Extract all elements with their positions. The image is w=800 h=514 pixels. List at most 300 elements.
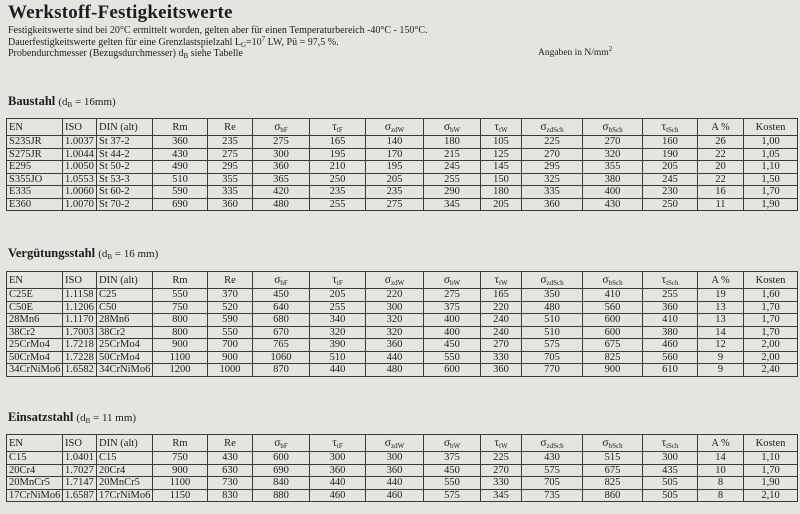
page-title: Werkstoff-Festigkeitswerte: [8, 2, 233, 23]
section-diameter: ($d_B = 16$ mm): [98, 248, 159, 261]
table-cell: 13: [698, 301, 744, 314]
table-cell: 16: [698, 186, 744, 199]
table-cell: 400: [424, 314, 481, 327]
greek-symbol: τ: [332, 273, 337, 286]
table-cell: 860: [583, 489, 643, 502]
greek-symbol: τ: [661, 120, 667, 133]
table-cell: 1,70: [744, 314, 798, 327]
column-header: $\sigma_{zdW}$: [366, 119, 424, 136]
table-cell: 520: [208, 301, 253, 314]
column-header: Kosten: [744, 119, 798, 136]
table-cell: 145: [481, 161, 522, 174]
table-cell: 230: [643, 186, 698, 199]
column-header: $\sigma_{bF}$: [253, 435, 310, 452]
column-header: EN: [7, 435, 63, 452]
column-header: $\sigma_{zdW}$: [366, 435, 424, 452]
column-header: $\tau_{tF}$: [310, 272, 366, 289]
table-cell: 275: [424, 289, 481, 302]
table-cell: St 60-2: [97, 186, 153, 199]
column-header: $\tau_{tW}$: [481, 272, 522, 289]
table-cell: 510: [153, 173, 208, 186]
table-cell: 360: [253, 161, 310, 174]
greek-symbol: σ: [384, 273, 391, 286]
table-cell: 1200: [153, 364, 208, 377]
table-cell: 360: [481, 364, 522, 377]
table-cell: 800: [153, 314, 208, 327]
table-cell: 1,70: [744, 326, 798, 339]
table-row: [7, 364, 798, 377]
table-cell: 1,70: [744, 186, 798, 199]
table-cell: 165: [481, 289, 522, 302]
table-cell: 375: [424, 452, 481, 465]
column-header: $\sigma_{bW}$: [424, 119, 481, 136]
table-cell: 630: [208, 464, 253, 477]
intro-line-3: Probendurchmesser (Bezugsdurchmesser) $d_B$ siehe Tabelle: [8, 48, 243, 60]
table-cell: 360: [310, 464, 366, 477]
table-cell: St 37-2: [97, 136, 153, 149]
column-header: $\sigma_{bSch}$: [583, 119, 643, 136]
table-cell: E335: [7, 186, 63, 199]
table-cell: 550: [153, 289, 208, 302]
table-cell: 560: [583, 301, 643, 314]
table-cell: 28Mn6: [7, 314, 63, 327]
table-row: [7, 339, 798, 352]
table-cell: 765: [253, 339, 310, 352]
table-cell: 9: [698, 351, 744, 364]
table-cell: 335: [522, 186, 583, 199]
table-cell: 9: [698, 364, 744, 377]
table-cell: 355: [583, 161, 643, 174]
table-cell: 320: [366, 314, 424, 327]
greek-symbol: σ: [602, 273, 609, 286]
table-cell: 550: [424, 477, 481, 490]
greek-symbol: σ: [602, 120, 609, 133]
table-cell: 26: [698, 136, 744, 149]
table-cell: 1.6582: [63, 364, 97, 377]
table-cell: 590: [208, 314, 253, 327]
table-cell: 430: [583, 198, 643, 211]
table-cell: 20Cr4: [7, 464, 63, 477]
table-row: [7, 161, 798, 174]
column-header: $\tau_{tSch}$: [643, 119, 698, 136]
table-cell: 900: [583, 364, 643, 377]
table-cell: 440: [366, 477, 424, 490]
greek-symbol: σ: [443, 120, 451, 133]
table-cell: 360: [643, 301, 698, 314]
table-cell: 13: [698, 314, 744, 327]
table-cell: 450: [424, 339, 481, 352]
table-cell: 440: [366, 351, 424, 364]
table-cell: 38Cr2: [97, 326, 153, 339]
greek-symbol: τ: [332, 120, 337, 133]
table-cell: 675: [583, 464, 643, 477]
table-cell: 360: [522, 198, 583, 211]
table-cell: 575: [522, 464, 583, 477]
material-table: [6, 118, 798, 211]
table-cell: 420: [253, 186, 310, 199]
table-cell: 245: [424, 161, 481, 174]
table-cell: 750: [153, 452, 208, 465]
table-cell: 900: [208, 351, 253, 364]
table-cell: 180: [481, 186, 522, 199]
table-cell: 275: [208, 148, 253, 161]
table-cell: S235JR: [7, 136, 63, 149]
table-cell: 1150: [153, 489, 208, 502]
table-cell: 19: [698, 289, 744, 302]
table-cell: 245: [643, 173, 698, 186]
table-cell: 515: [583, 452, 643, 465]
table-cell: C25: [97, 289, 153, 302]
table-cell: 205: [481, 198, 522, 211]
table-cell: 670: [253, 326, 310, 339]
table-cell: 320: [583, 148, 643, 161]
intro-line-1: Festigkeitswerte sind bei 20°C ermittelt worden, gelten aber für einen Temperaturbereich -40°C - 150°C.: [8, 25, 428, 36]
section-diameter: ($d_B = 11$ mm): [76, 412, 137, 425]
table-cell: 215: [424, 148, 481, 161]
column-header: $\sigma_{zdSch}$: [522, 119, 583, 136]
table-cell: 235: [208, 136, 253, 149]
table-cell: 600: [583, 314, 643, 327]
table-cell: 50CrMo4: [7, 351, 63, 364]
table-cell: 505: [643, 477, 698, 490]
column-header: EN: [7, 119, 63, 136]
table-cell: 220: [481, 301, 522, 314]
table-cell: 300: [310, 452, 366, 465]
table-cell: 1,05: [744, 148, 798, 161]
table-cell: 380: [583, 173, 643, 186]
table-cell: 1.0070: [63, 198, 97, 211]
table-cell: 410: [643, 314, 698, 327]
table-cell: 1.0401: [63, 452, 97, 465]
column-header: ISO: [63, 272, 97, 289]
table-cell: 125: [481, 148, 522, 161]
table-cell: 350: [522, 289, 583, 302]
table-cell: 560: [643, 351, 698, 364]
table-cell: 25CrMo4: [7, 339, 63, 352]
table-cell: 20: [698, 161, 744, 174]
table-cell: 450: [424, 464, 481, 477]
table-cell: 25CrMo4: [97, 339, 153, 352]
column-header: Kosten: [744, 435, 798, 452]
table-cell: 235: [366, 186, 424, 199]
table-cell: 450: [253, 289, 310, 302]
table-cell: 400: [424, 326, 481, 339]
table-cell: 505: [643, 489, 698, 502]
table-cell: 480: [253, 198, 310, 211]
table-row: [7, 477, 798, 490]
table-cell: 600: [583, 326, 643, 339]
table-cell: 590: [153, 186, 208, 199]
table-cell: 1,10: [744, 161, 798, 174]
table-cell: 735: [522, 489, 583, 502]
table-cell: St 50-2: [97, 161, 153, 174]
table-cell: 1.7027: [63, 464, 97, 477]
table-cell: 320: [366, 326, 424, 339]
column-header: $\sigma_{bSch}$: [583, 272, 643, 289]
table-cell: 290: [424, 186, 481, 199]
table-cell: 2,00: [744, 351, 798, 364]
table-cell: 2,10: [744, 489, 798, 502]
column-header: $\tau_{tSch}$: [643, 435, 698, 452]
table-cell: 1.1206: [63, 301, 97, 314]
table-cell: 330: [481, 477, 522, 490]
table-cell: 8: [698, 489, 744, 502]
column-header: $\tau_{tF}$: [310, 119, 366, 136]
greek-symbol: σ: [384, 120, 391, 133]
table-cell: 1.7218: [63, 339, 97, 352]
table-cell: 460: [310, 489, 366, 502]
table-cell: 840: [253, 477, 310, 490]
table-cell: 240: [481, 314, 522, 327]
column-header: $\tau_{tW}$: [481, 435, 522, 452]
greek-symbol: τ: [661, 273, 667, 286]
table-cell: C25E: [7, 289, 63, 302]
table-cell: 38Cr2: [7, 326, 63, 339]
table-cell: 600: [253, 452, 310, 465]
section-title: [8, 410, 136, 425]
table-cell: 825: [583, 477, 643, 490]
table-cell: 50CrMo4: [97, 351, 153, 364]
section-diameter: $(d_B = 16mm)$: [58, 96, 116, 109]
table-cell: 8: [698, 477, 744, 490]
table-cell: 170: [366, 148, 424, 161]
greek-symbol: σ: [602, 436, 609, 449]
table-cell: 430: [208, 452, 253, 465]
table-cell: 205: [310, 289, 366, 302]
table-cell: 22: [698, 148, 744, 161]
table-cell: 210: [310, 161, 366, 174]
column-header: A %: [698, 435, 744, 452]
table-cell: 255: [310, 198, 366, 211]
table-cell: 320: [310, 326, 366, 339]
table-cell: E295: [7, 161, 63, 174]
table-cell: 1.0044: [63, 148, 97, 161]
table-cell: 510: [522, 314, 583, 327]
table-cell: 575: [424, 489, 481, 502]
table-cell: 220: [366, 289, 424, 302]
table-cell: St 44-2: [97, 148, 153, 161]
table-cell: 205: [643, 161, 698, 174]
table-cell: 1.0553: [63, 173, 97, 186]
table-cell: 205: [366, 173, 424, 186]
table-cell: 480: [522, 301, 583, 314]
column-header: A %: [698, 119, 744, 136]
table-cell: 770: [522, 364, 583, 377]
table-cell: C15: [7, 452, 63, 465]
table-cell: 17CrNiMo6: [97, 489, 153, 502]
table-cell: 460: [643, 339, 698, 352]
greek-symbol: σ: [540, 436, 547, 449]
table-cell: S275JR: [7, 148, 63, 161]
table-cell: 1100: [153, 477, 208, 490]
table-cell: 1,90: [744, 198, 798, 211]
column-header: $\tau_{tW}$: [481, 119, 522, 136]
table-cell: 295: [208, 161, 253, 174]
table-cell: 435: [643, 464, 698, 477]
table-cell: 1000: [208, 364, 253, 377]
table-cell: 195: [310, 148, 366, 161]
table-cell: 355: [208, 173, 253, 186]
table-cell: 20MnCr5: [97, 477, 153, 490]
table-cell: 275: [366, 198, 424, 211]
greek-symbol: τ: [661, 436, 667, 449]
table-cell: 1,10: [744, 452, 798, 465]
table-cell: 335: [208, 186, 253, 199]
table-cell: 1,60: [744, 289, 798, 302]
table-cell: C50E: [7, 301, 63, 314]
table-cell: 400: [583, 186, 643, 199]
table-cell: 700: [208, 339, 253, 352]
table-cell: 1.6587: [63, 489, 97, 502]
greek-symbol: τ: [494, 436, 500, 449]
table-cell: 680: [253, 314, 310, 327]
column-header: $\sigma_{bF}$: [253, 272, 310, 289]
table-cell: 1060: [253, 351, 310, 364]
greek-symbol: σ: [540, 273, 547, 286]
table-cell: 325: [522, 173, 583, 186]
column-header: Rm: [153, 435, 208, 452]
table-cell: 105: [481, 136, 522, 149]
table-cell: 255: [424, 173, 481, 186]
table-cell: 250: [310, 173, 366, 186]
column-header: $\sigma_{zdSch}$: [522, 272, 583, 289]
table-cell: 17CrNiMo6: [7, 489, 63, 502]
greek-symbol: σ: [274, 120, 281, 133]
greek-symbol: τ: [494, 120, 500, 133]
table-cell: 1.7147: [63, 477, 97, 490]
column-header: $\sigma_{bSch}$: [583, 435, 643, 452]
table-cell: 22: [698, 173, 744, 186]
table-cell: 28Mn6: [97, 314, 153, 327]
material-table: [6, 434, 798, 502]
table-cell: 730: [208, 477, 253, 490]
table-cell: 270: [583, 136, 643, 149]
table-cell: 390: [310, 339, 366, 352]
table-cell: 360: [208, 198, 253, 211]
column-header: DIN (alt): [97, 119, 153, 136]
table-cell: 830: [208, 489, 253, 502]
table-cell: 430: [153, 148, 208, 161]
column-header: $\sigma_{zdSch}$: [522, 435, 583, 452]
table-cell: 225: [481, 452, 522, 465]
table-header-row: [7, 119, 798, 136]
table-cell: 345: [424, 198, 481, 211]
column-header: $\sigma_{zdW}$: [366, 272, 424, 289]
column-header: DIN (alt): [97, 435, 153, 452]
table-cell: E360: [7, 198, 63, 211]
table-cell: 610: [643, 364, 698, 377]
table-cell: 360: [366, 339, 424, 352]
table-cell: 270: [481, 464, 522, 477]
table-cell: 2,40: [744, 364, 798, 377]
table-cell: 20MnCr5: [7, 477, 63, 490]
table-cell: 270: [481, 339, 522, 352]
table-header-row: [7, 435, 798, 452]
table-row: [7, 148, 798, 161]
column-header: A %: [698, 272, 744, 289]
table-cell: 11: [698, 198, 744, 211]
section-title: [8, 94, 116, 109]
table-row: [7, 289, 798, 302]
section-name: Vergütungsstahl: [8, 246, 96, 260]
greek-symbol: σ: [384, 436, 391, 449]
table-cell: 440: [310, 364, 366, 377]
table-cell: 1100: [153, 351, 208, 364]
column-header: $\sigma_{bF}$: [253, 119, 310, 136]
table-cell: 340: [310, 314, 366, 327]
table-cell: 1,50: [744, 173, 798, 186]
table-cell: 295: [522, 161, 583, 174]
table-cell: 225: [522, 136, 583, 149]
table-cell: 575: [522, 339, 583, 352]
column-header: $\sigma_{bW}$: [424, 272, 481, 289]
table-cell: 675: [583, 339, 643, 352]
intro-line-2: Dauerfestigkeitswerte gelten für eine Grenzlastspielzahl $L_G=10^7$ LW, Pü = 97,5 %.: [8, 34, 339, 49]
table-cell: 14: [698, 326, 744, 339]
column-header: EN: [7, 272, 63, 289]
column-header: $\tau_{tSch}$: [643, 272, 698, 289]
table-cell: 300: [643, 452, 698, 465]
intro-text: [8, 25, 608, 60]
table-cell: 510: [310, 351, 366, 364]
table-cell: 480: [366, 364, 424, 377]
greek-symbol: σ: [274, 436, 281, 449]
table-cell: 240: [481, 326, 522, 339]
table-cell: 300: [366, 452, 424, 465]
column-header: DIN (alt): [97, 272, 153, 289]
table-cell: 300: [253, 148, 310, 161]
table-cell: 255: [310, 301, 366, 314]
table-cell: 1.1158: [63, 289, 97, 302]
table-cell: 1.0037: [63, 136, 97, 149]
column-header: Re: [208, 435, 253, 452]
table-cell: 1,90: [744, 477, 798, 490]
table-cell: 705: [522, 351, 583, 364]
greek-symbol: σ: [443, 436, 451, 449]
table-cell: 900: [153, 464, 208, 477]
table-cell: 250: [643, 198, 698, 211]
greek-symbol: τ: [332, 436, 337, 449]
table-cell: 365: [253, 173, 310, 186]
table-row: [7, 173, 798, 186]
greek-symbol: σ: [540, 120, 547, 133]
units-note: Angaben in $N/mm^2$: [538, 45, 613, 58]
table-cell: 550: [208, 326, 253, 339]
table-cell: 510: [522, 326, 583, 339]
table-cell: 140: [366, 136, 424, 149]
column-header: Re: [208, 119, 253, 136]
table-cell: 180: [424, 136, 481, 149]
table-cell: 195: [366, 161, 424, 174]
table-header-row: [7, 272, 798, 289]
table-row: [7, 301, 798, 314]
table-cell: 300: [366, 301, 424, 314]
table-row: [7, 198, 798, 211]
table-cell: 870: [253, 364, 310, 377]
table-cell: 14: [698, 452, 744, 465]
table-cell: 345: [481, 489, 522, 502]
table-row: [7, 136, 798, 149]
greek-symbol: σ: [274, 273, 281, 286]
table-cell: 330: [481, 351, 522, 364]
section-name: Baustahl: [8, 94, 56, 108]
table-row: [7, 351, 798, 364]
column-header: Re: [208, 272, 253, 289]
table-cell: 20Cr4: [97, 464, 153, 477]
column-header: Rm: [153, 272, 208, 289]
table-cell: 165: [310, 136, 366, 149]
table-cell: St 53-3: [97, 173, 153, 186]
